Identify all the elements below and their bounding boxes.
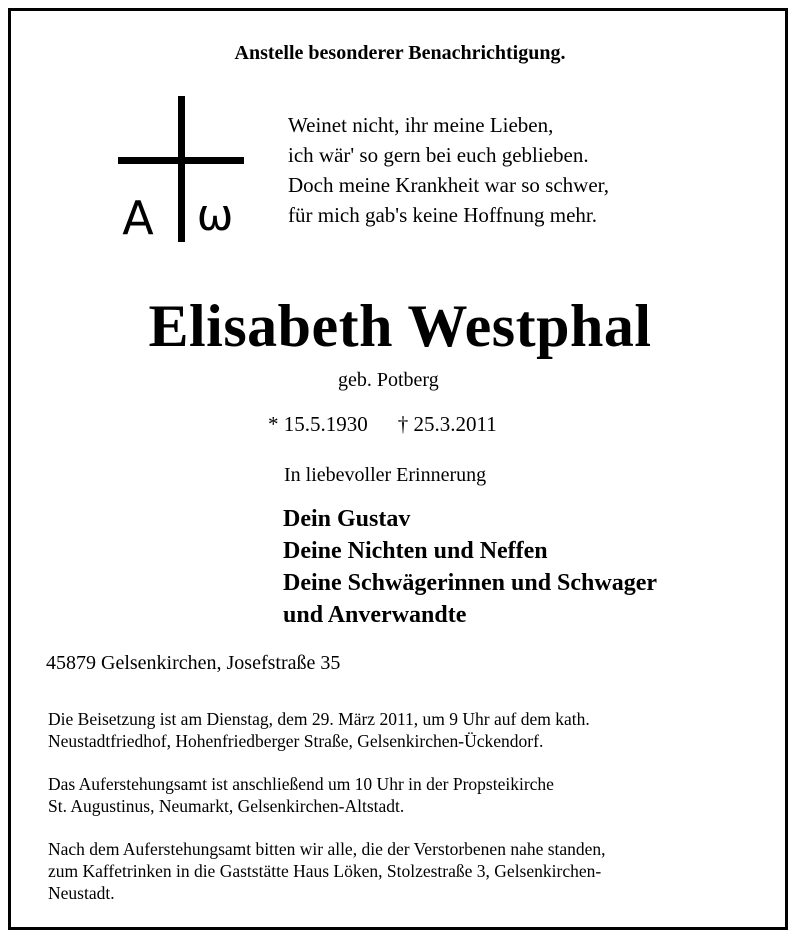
- mourner: Deine Schwägerinnen und Schwager: [283, 570, 658, 596]
- paragraph-line: St. Augustinus, Neumarkt, Gelsenkirchen-Altstadt.: [48, 796, 405, 816]
- mass-paragraph: [48, 773, 554, 817]
- cross-horizontal-bar: [118, 157, 244, 164]
- paragraph-line: Nach dem Auferstehungsamt bitten wir alle, die der Verstorbenen nahe standen,: [48, 839, 606, 859]
- paragraph-line: Neustadtfriedhof, Hohenfriedberger Straße, Gelsenkirchen-Ückendorf.: [48, 731, 544, 751]
- poem-line: ich wär' so gern bei euch geblieben.: [288, 143, 589, 167]
- poem-line: Doch meine Krankheit war so schwer,: [288, 173, 610, 197]
- cross-vertical-bar: [178, 96, 185, 242]
- poem-line: Weinet nicht, ihr meine Lieben,: [288, 113, 554, 137]
- paragraph-line: Neustadt.: [48, 883, 115, 903]
- birth-date: * 15.5.1930: [268, 412, 368, 436]
- deceased-name: Elisabeth Westphal: [148, 293, 652, 359]
- burial-paragraph: [48, 708, 590, 752]
- poem-line: für mich gab's keine Hoffnung mehr.: [288, 203, 597, 227]
- mourner: Dein Gustav: [283, 506, 411, 532]
- address: 45879 Gelsenkirchen, Josefstraße 35: [46, 652, 341, 674]
- death-date: † 25.3.2011: [397, 412, 497, 436]
- notice-header: Anstelle besonderer Benachrichtigung.: [234, 42, 566, 64]
- mourner: Deine Nichten und Neffen: [283, 538, 548, 564]
- omega-letter: ω: [196, 190, 234, 241]
- coffee-paragraph: [48, 838, 606, 904]
- maiden-name: geb. Potberg: [338, 369, 439, 391]
- alpha-letter: A: [122, 191, 154, 244]
- poem: [288, 110, 609, 230]
- paragraph-line: Die Beisetzung ist am Dienstag, dem 29. März 2011, um 9 Uhr auf dem kath.: [48, 709, 590, 729]
- paragraph-line: zum Kaffetrinken in die Gaststätte Haus Löken, Stolzestraße 3, Gelsenkirchen-: [48, 861, 602, 881]
- memory-line: In liebevoller Erinnerung: [284, 464, 487, 486]
- mourners-list: [283, 503, 657, 631]
- paragraph-line: Das Auferstehungsamt ist anschließend um 10 Uhr in der Propsteikirche: [48, 774, 554, 794]
- cross-alpha-omega-icon: [118, 96, 248, 244]
- life-dates: [268, 412, 497, 437]
- mourner: und Anverwandte: [283, 602, 467, 628]
